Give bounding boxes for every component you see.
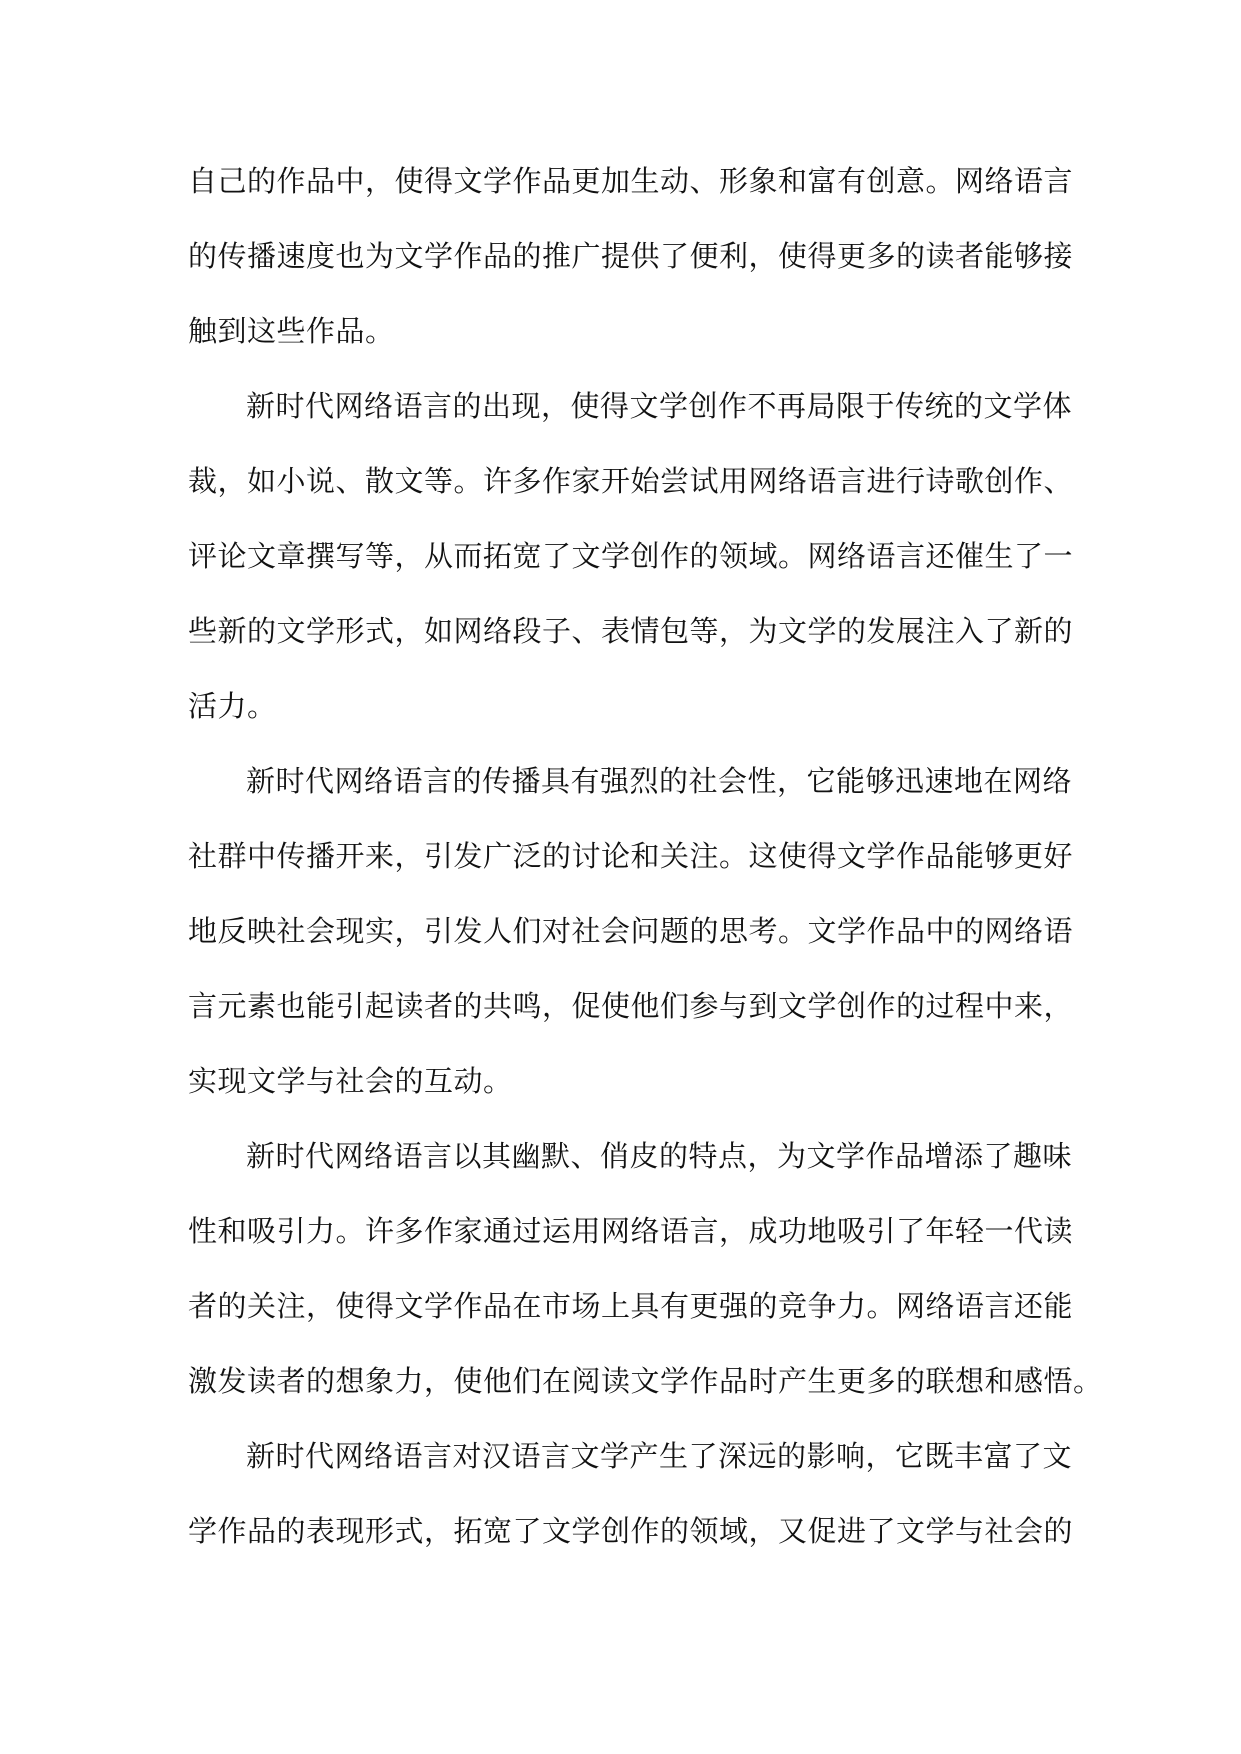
text-line: 地反映社会现实，引发人们对社会问题的思考。文学作品中的网络语 [188,914,1074,948]
text-line: 社群中传播开来，引发广泛的讨论和关注。这使得文学作品能够更好 [188,839,1074,873]
text-line: 性和吸引力。许多作家通过运用网络语言，成功地吸引了年轻一代读 [188,1214,1074,1248]
paragraph-start-line: 新时代网络语言的出现，使得文学创作不再局限于传统的文学体 [246,389,1073,423]
paragraph-start-line: 新时代网络语言对汉语言文学产生了深远的影响，它既丰富了文 [246,1439,1073,1473]
paragraph-start-line: 新时代网络语言以其幽默、俏皮的特点，为文学作品增添了趣味 [246,1139,1073,1173]
text-line: 触到这些作品。 [188,314,395,348]
body-text [188,144,1103,1569]
text-line: 些新的文学形式，如网络段子、表情包等，为文学的发展注入了新的 [188,614,1074,648]
text-line: 学作品的表现形式，拓宽了文学创作的领域，又促进了文学与社会的 [188,1514,1074,1548]
text-line: 裁，如小说、散文等。许多作家开始尝试用网络语言进行诗歌创作、 [188,464,1074,498]
paragraph-start-line: 新时代网络语言的传播具有强烈的社会性，它能够迅速地在网络 [246,764,1073,798]
text-line: 的传播速度也为文学作品的推广提供了便利，使得更多的读者能够接 [188,239,1074,273]
text-line: 激发读者的想象力，使他们在阅读文学作品时产生更多的联想和感悟。 [188,1364,1103,1398]
text-line: 自己的作品中，使得文学作品更加生动、形象和富有创意。网络语言 [188,164,1074,198]
text-line: 活力。 [188,689,277,723]
text-line: 者的关注，使得文学作品在市场上具有更强的竞争力。网络语言还能 [188,1289,1074,1323]
text-line: 实现文学与社会的互动。 [188,1064,513,1098]
text-line: 评论文章撰写等，从而拓宽了文学创作的领域。网络语言还催生了一 [188,539,1074,573]
text-line: 言元素也能引起读者的共鸣，促使他们参与到文学创作的过程中来， [188,989,1074,1023]
